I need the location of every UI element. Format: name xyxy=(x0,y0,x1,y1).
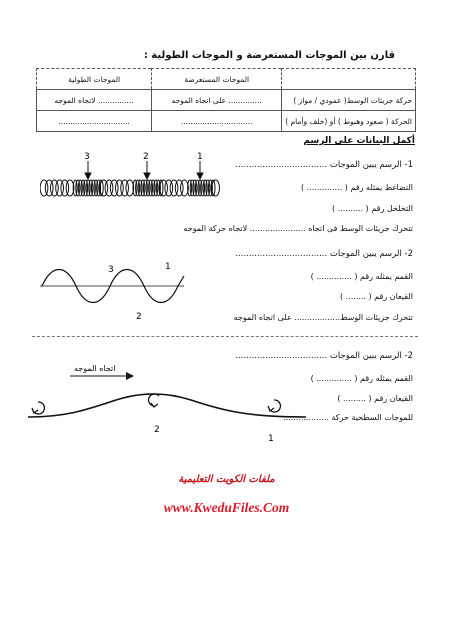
watermark-url[interactable]: www.KweduFiles.Com xyxy=(163,500,290,515)
spring-arrows xyxy=(85,161,203,179)
particle-motion-icons xyxy=(32,394,280,414)
transverse-line-2: القمم يمثله رقم ( .............. ) xyxy=(310,272,413,281)
table-cell: حركة جزيئات الوسط( عمودي / مواز ) xyxy=(282,90,416,111)
watermark-arabic: ملفات الكويت التعليمية xyxy=(178,474,275,485)
spring-line-3: التخلخل رقم ( .......... ) xyxy=(332,204,413,213)
spring-coils xyxy=(40,180,219,196)
transverse-line-3: القيعان رقم ( ........ ) xyxy=(339,292,413,301)
spring-label-2: 2 xyxy=(143,152,149,162)
transverse-wave-diagram xyxy=(38,258,188,322)
surface-wave-curve xyxy=(28,394,306,417)
spring-line-4: تتحرك جزيئات الوسط فى اتجاه ...................... لاتجاه حركة الموجه xyxy=(183,224,413,233)
surface-line-3: القيعان رقم ( ......... ) xyxy=(337,394,413,403)
wave-label-1: 1 xyxy=(165,262,171,272)
table-cell: .............................. xyxy=(37,111,152,132)
transverse-line-1: 2- الرسم يبين الموجات .................................. xyxy=(235,249,413,259)
worksheet-title: قارن بين الموجات المستعرضة و الموجات الطولية : xyxy=(143,50,395,61)
section-heading: أكمل البيانات على الرسم xyxy=(303,136,415,146)
surface-line-4: للموجات السطحية حركة .................. xyxy=(283,413,413,422)
section-divider xyxy=(32,336,418,337)
spring-line-1: 1- الرسم يبين الموجات .................................. xyxy=(235,160,413,170)
wave-label-3: 3 xyxy=(108,265,114,275)
wave-label-2: 2 xyxy=(136,312,142,322)
spring-label-3: 3 xyxy=(84,152,90,162)
transverse-line-4: تتحرك جزيئات الوسط.................. على اتجاه الموجه xyxy=(233,313,413,322)
wave-direction-label: اتجاه الموجه xyxy=(74,364,116,373)
direction-arrow xyxy=(70,372,134,380)
surface-line-2: القمم يمثله رقم ( .............. ) xyxy=(310,374,413,383)
table-row xyxy=(37,111,416,132)
spring-line-2: التضاغط يمثله رقم ( .............. ) xyxy=(301,183,413,192)
table-header-cell: الموجات الطولية xyxy=(37,69,152,90)
table-cell: الحركة ( صعود وهبوط ) أو (خلف وأمام ) xyxy=(282,111,416,132)
surface-wave-diagram xyxy=(26,360,308,444)
table-cell: .............................. xyxy=(152,111,282,132)
surface-label-2: 2 xyxy=(154,425,160,435)
spring-label-1: 1 xyxy=(197,152,203,162)
table-row xyxy=(37,90,416,111)
table-cell: ............... لاتجاه الموجه xyxy=(37,90,152,111)
table-header-row xyxy=(37,69,416,90)
table-header-cell: الموجات المستعرضة xyxy=(152,69,282,90)
comparison-table xyxy=(36,68,416,132)
spring-diagram xyxy=(40,148,225,200)
surface-label-1: 1 xyxy=(268,434,274,444)
table-cell: .............. على اتجاه الموجه xyxy=(152,90,282,111)
table-header-cell xyxy=(282,69,416,90)
surface-line-1: 2- الرسم يبين الموجات .................................. xyxy=(235,351,413,361)
